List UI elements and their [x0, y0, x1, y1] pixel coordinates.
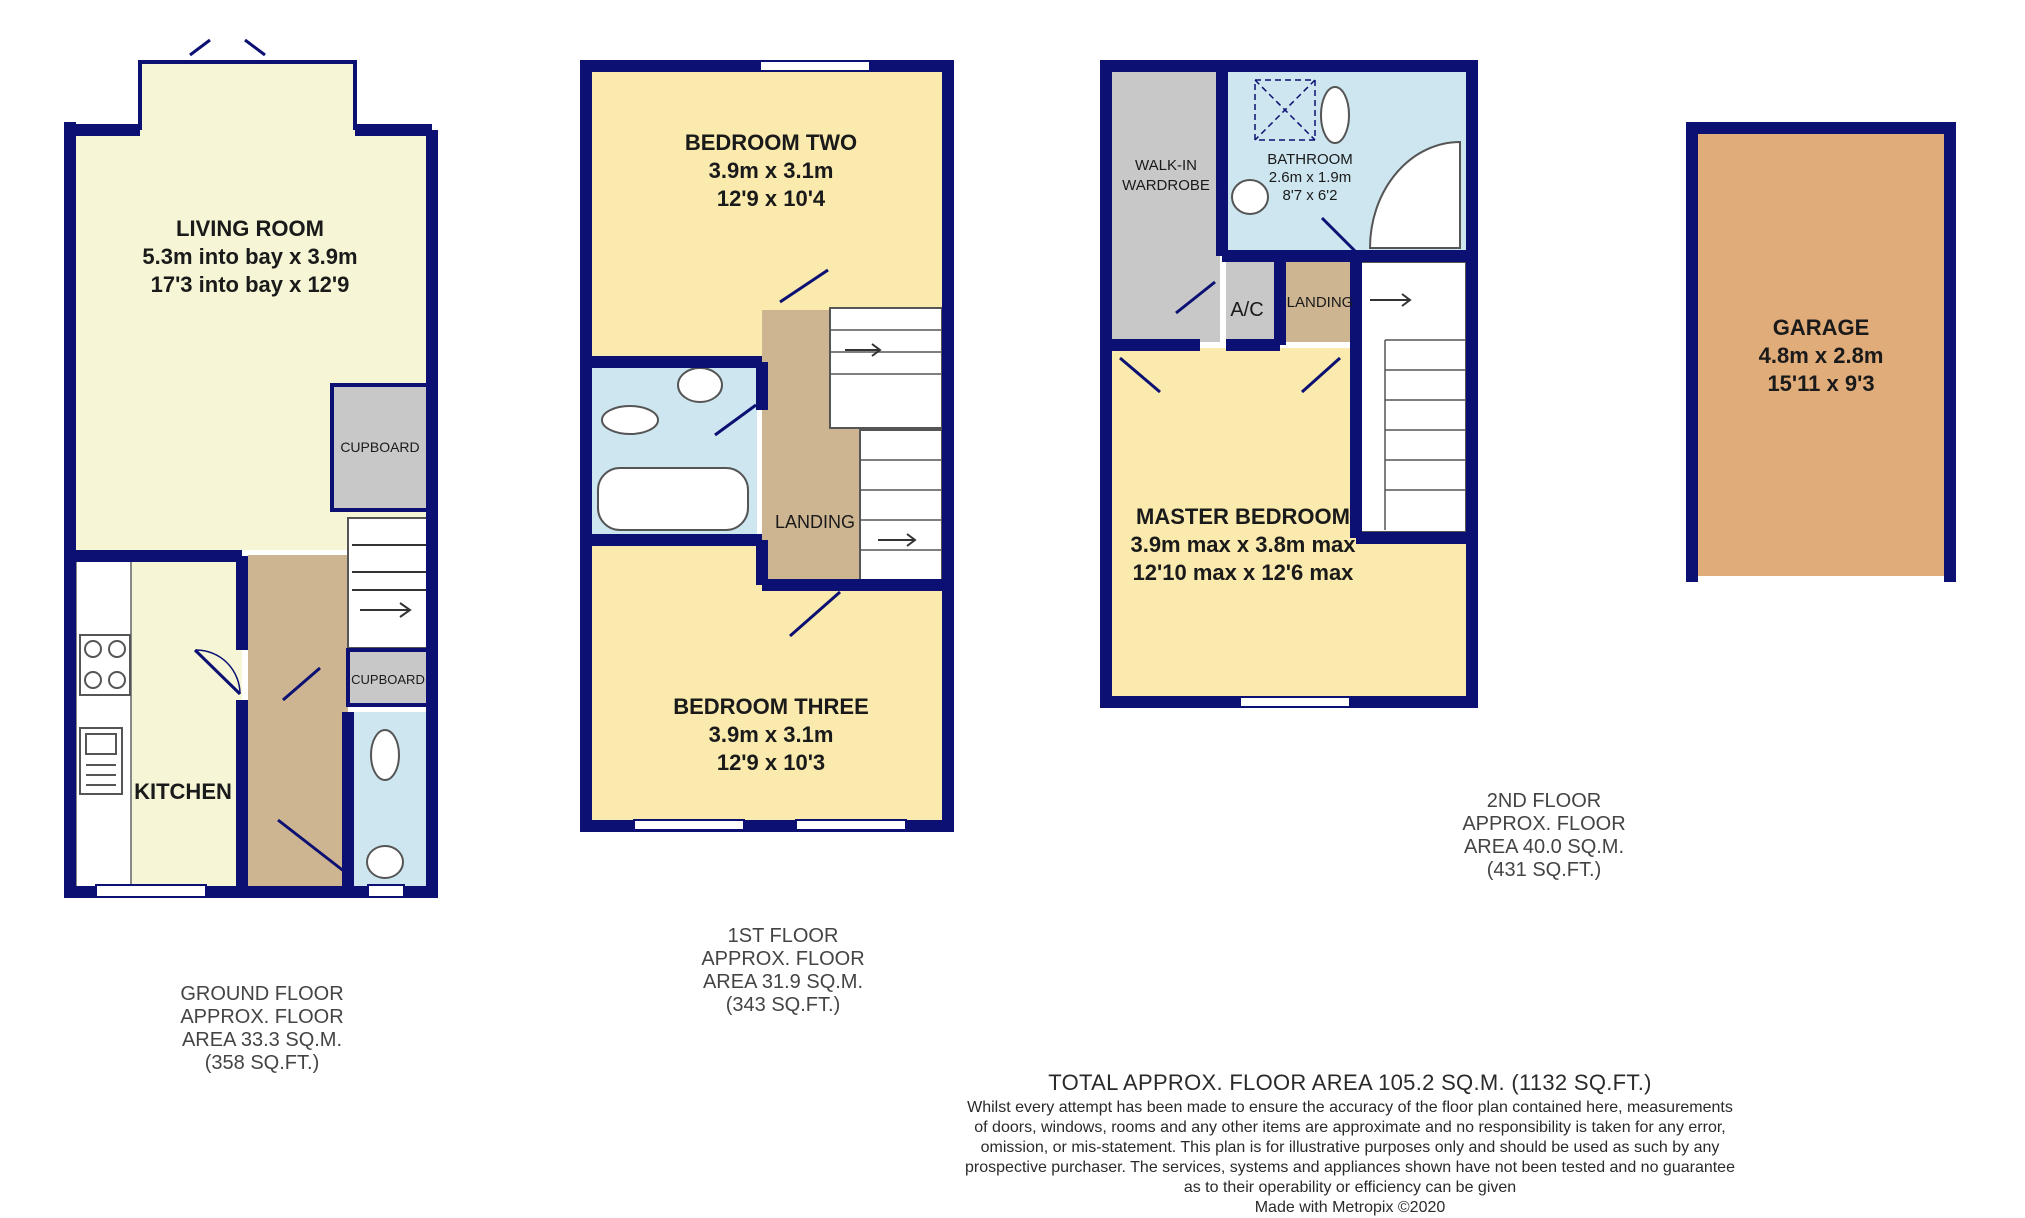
bedroom-two-name: BEDROOM TWO [684, 130, 858, 155]
ac-label: A/C [1230, 299, 1264, 321]
living-room-name: LIVING ROOM [176, 216, 324, 241]
bedroom-two-size-metric: 3.9m x 3.1m [708, 158, 834, 183]
disclaimer-line: prospective purchaser. The services, systems and appliances shown have not been tested and no guarantee [965, 1159, 1735, 1176]
ground-caption-1: GROUND FLOOR [180, 983, 344, 1005]
master-bedroom-size-metric: 3.9m max x 3.8m max [1130, 532, 1356, 557]
first-caption-2: APPROX. FLOOR [701, 948, 865, 970]
total-floor-area: TOTAL APPROX. FLOOR AREA 105.2 SQ.M. (1132 SQ.FT.) [1048, 1070, 1652, 1095]
ground-caption-4: (358 SQ.FT.) [204, 1052, 320, 1074]
wardrobe-label-1: WALK-IN [1135, 157, 1197, 174]
second-caption-1: 2ND FLOOR [1486, 790, 1602, 812]
bedroom-three-name: BEDROOM THREE [673, 694, 869, 719]
wardrobe-label-2: WARDROBE [1122, 177, 1210, 194]
basin-first-icon [678, 368, 722, 402]
first-caption-4: (343 SQ.FT.) [725, 994, 841, 1016]
first-caption-1: 1ST FLOOR [727, 925, 839, 947]
disclaimer-line: Whilst every attempt has been made to ensure the accuracy of the floor plan contained here, measurements [967, 1099, 1733, 1116]
living-room-size-imperial: 17'3 into bay x 12'9 [150, 272, 350, 297]
stairs-ground [348, 518, 428, 648]
first-caption-3: AREA 31.9 SQ.M. [702, 971, 864, 993]
disclaimer-line: of doors, windows, rooms and any other items are approximate and no responsibility is taken for any error, [974, 1119, 1726, 1136]
toilet-second-icon [1321, 87, 1349, 143]
stairs-first-upper [830, 308, 942, 428]
basin-icon [367, 846, 403, 878]
bedroom-three-size-imperial: 12'9 x 10'3 [716, 750, 826, 775]
disclaimer [870, 1098, 1830, 1218]
stairs-first-lower [860, 430, 942, 582]
toilet-icon [371, 730, 399, 780]
toilet-first-icon [602, 406, 658, 434]
living-room-size-metric: 5.3m into bay x 3.9m [142, 244, 358, 269]
second-caption-2: APPROX. FLOOR [1462, 813, 1626, 835]
metropix-credit: Made with Metropix ©2020 [1254, 1199, 1446, 1216]
wardrobe [1112, 72, 1220, 342]
landing-second-label: LANDING [1286, 294, 1354, 311]
bathroom-second-size-metric: 2.6m x 1.9m [1268, 169, 1352, 186]
bay-window [140, 62, 355, 132]
garage-size-metric: 4.8m x 2.8m [1758, 343, 1884, 368]
garage-size-imperial: 15'11 x 9'3 [1767, 371, 1875, 396]
stairs-second [1360, 262, 1466, 532]
disclaimer-line: as to their operability or efficiency can be given [1183, 1179, 1517, 1196]
landing-first-label: LANDING [774, 512, 856, 532]
garage-name: GARAGE [1772, 315, 1870, 340]
ground-floor [70, 40, 432, 897]
basin-second-icon [1232, 180, 1268, 214]
second-windows [1240, 697, 1350, 707]
bedroom-three-size-metric: 3.9m x 3.1m [708, 722, 834, 747]
bathroom-second-size-imperial: 8'7 x 6'2 [1282, 187, 1338, 204]
kitchen-counter [76, 558, 131, 888]
second-caption-4: (431 SQ.FT.) [1486, 859, 1602, 881]
cupboard-2-label: CUPBOARD [351, 672, 425, 687]
second-caption-3: AREA 40.0 SQ.M. [1463, 836, 1625, 858]
kitchen-label: KITCHEN [134, 779, 232, 804]
ground-caption-2: APPROX. FLOOR [180, 1006, 344, 1028]
cupboard-1-label: CUPBOARD [340, 439, 420, 455]
disclaimer-line: omission, or mis-statement. This plan is for illustrative purposes only and should be used as such by any [980, 1139, 1720, 1156]
ground-caption-3: AREA 33.3 SQ.M. [181, 1029, 343, 1051]
bedroom-two-size-imperial: 12'9 x 10'4 [716, 186, 826, 211]
master-bedroom-name: MASTER BEDROOM [1136, 504, 1350, 529]
master-bedroom-size-imperial: 12'10 max x 12'6 max [1132, 560, 1354, 585]
hall [248, 555, 348, 890]
bathroom-second-name: BATHROOM [1267, 151, 1353, 168]
bath-icon [598, 468, 748, 530]
